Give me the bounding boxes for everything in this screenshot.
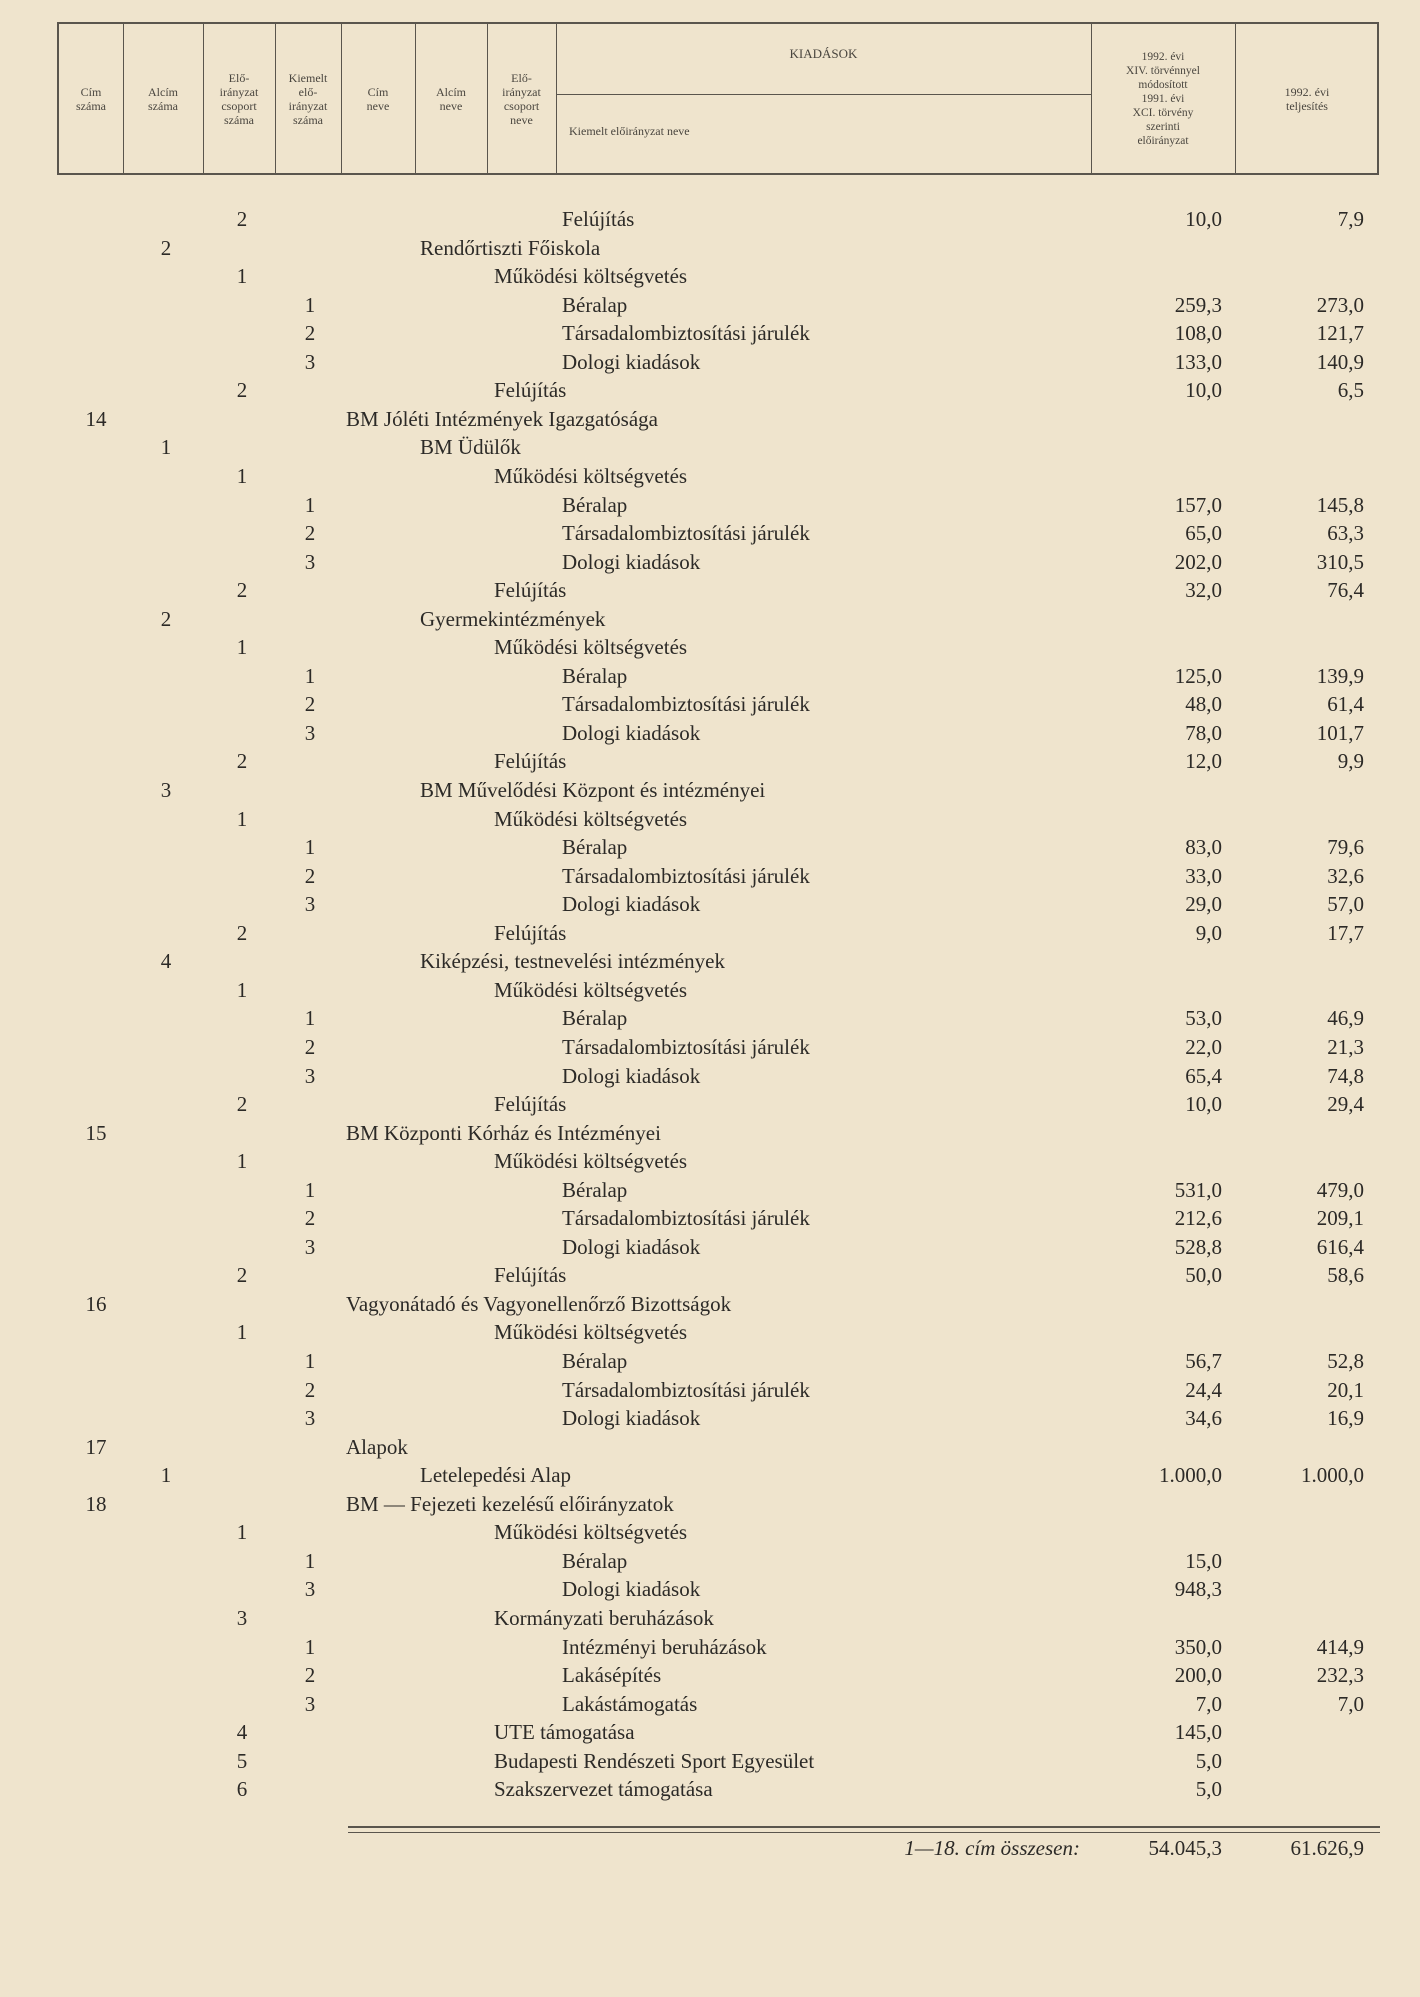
kiemelt-eloiranyzat-number: 3 <box>304 1063 316 1088</box>
kiemelt-eloiranyzat-number: 3 <box>304 1234 316 1259</box>
modositott-value: 145,0 <box>1174 1720 1222 1745</box>
table-row <box>0 1690 1420 1718</box>
item-name: Dologi kiadások <box>562 349 701 374</box>
item-name: Felújítás <box>494 749 567 774</box>
modositott-value: 1.000,0 <box>1159 1463 1222 1488</box>
eloiranyzat-csoport-number: 1 <box>236 1149 248 1174</box>
table-row <box>0 1490 1420 1518</box>
table-row <box>0 1318 1420 1346</box>
cim-number: 15 <box>85 1120 107 1145</box>
table-row <box>0 519 1420 547</box>
item-name: Felújítás <box>494 920 567 945</box>
teljesites-value: 310,5 <box>1316 549 1364 574</box>
modositott-value: 34,6 <box>1185 1406 1222 1431</box>
modositott-value: 133,0 <box>1174 349 1222 374</box>
table-row <box>0 548 1420 576</box>
modositott-value: 10,0 <box>1185 1092 1222 1117</box>
item-name: BM Üdülők <box>420 435 521 460</box>
table-row <box>0 1376 1420 1404</box>
item-name: Működési költségvetés <box>494 1520 688 1545</box>
kiemelt-eloiranyzat-number: 1 <box>304 1006 316 1031</box>
eloiranyzat-csoport-number: 1 <box>236 463 248 488</box>
item-name: Működési költségvetés <box>494 1149 688 1174</box>
table-row <box>0 1090 1420 1118</box>
alcim-number: 1 <box>160 1463 172 1488</box>
teljesites-value: 7,0 <box>1337 1691 1364 1716</box>
eloiranyzat-csoport-number: 2 <box>236 749 248 774</box>
kiemelt-eloiranyzat-number: 2 <box>304 521 316 546</box>
teljesites-value: 58,6 <box>1327 1263 1364 1288</box>
header-eloiranyzat-csoport-neve: Elő- irányzat csoport neve <box>502 70 541 127</box>
modositott-value: 202,0 <box>1174 549 1222 574</box>
kiemelt-eloiranyzat-number: 2 <box>304 863 316 888</box>
eloiranyzat-csoport-number: 6 <box>236 1777 248 1802</box>
item-name: Budapesti Rendészeti Sport Egyesület <box>494 1748 815 1773</box>
eloiranyzat-csoport-number: 1 <box>236 1520 248 1545</box>
modositott-value: 125,0 <box>1174 663 1222 688</box>
table-row <box>0 405 1420 433</box>
kiemelt-eloiranyzat-number: 1 <box>304 835 316 860</box>
modositott-value: 50,0 <box>1185 1263 1222 1288</box>
kiemelt-eloiranyzat-number: 2 <box>304 1663 316 1688</box>
teljesites-value: 479,0 <box>1316 1177 1364 1202</box>
table-header <box>57 22 1379 175</box>
kiemelt-eloiranyzat-number: 2 <box>304 321 316 346</box>
modositott-value: 78,0 <box>1185 720 1222 745</box>
eloiranyzat-csoport-number: 1 <box>236 635 248 660</box>
table-row <box>0 919 1420 947</box>
item-name: Béralap <box>562 835 628 860</box>
kiemelt-eloiranyzat-number: 1 <box>304 492 316 517</box>
item-name: Béralap <box>562 663 628 688</box>
cim-number: 17 <box>85 1434 107 1459</box>
item-name: Dologi kiadások <box>562 1577 701 1602</box>
teljesites-value: 140,9 <box>1316 349 1364 374</box>
teljesites-value: 145,8 <box>1316 492 1364 517</box>
kiemelt-eloiranyzat-number: 3 <box>304 720 316 745</box>
table-row <box>0 262 1420 290</box>
teljesites-value: 32,6 <box>1327 863 1364 888</box>
teljesites-value: 121,7 <box>1316 321 1364 346</box>
modositott-value: 7,0 <box>1195 1691 1222 1716</box>
kiemelt-eloiranyzat-number: 2 <box>304 1377 316 1402</box>
teljesites-value: 9,9 <box>1337 749 1364 774</box>
table-row <box>0 1033 1420 1061</box>
teljesites-value: 616,4 <box>1316 1234 1364 1259</box>
table-row <box>0 1290 1420 1318</box>
kiemelt-eloiranyzat-number: 3 <box>304 892 316 917</box>
modositott-value: 350,0 <box>1174 1634 1222 1659</box>
teljesites-value: 21,3 <box>1327 1034 1364 1059</box>
teljesites-value: 6,5 <box>1337 378 1364 403</box>
table-row <box>0 1261 1420 1289</box>
modositott-value: 12,0 <box>1185 749 1222 774</box>
table-row <box>0 1147 1420 1175</box>
header-alcim-neve: Alcím neve <box>436 84 466 113</box>
cim-number: 16 <box>85 1291 107 1316</box>
item-name: Felújítás <box>494 378 567 403</box>
item-name: Gyermekintézmények <box>420 606 606 631</box>
item-name: Dologi kiadások <box>562 1406 701 1431</box>
teljesites-value: 20,1 <box>1327 1377 1364 1402</box>
teljesites-value: 7,9 <box>1337 207 1364 231</box>
eloiranyzat-csoport-number: 2 <box>236 207 248 231</box>
modositott-value: 108,0 <box>1174 321 1222 346</box>
eloiranyzat-csoport-number: 4 <box>236 1720 248 1745</box>
item-name: Társadalombiztosítási járulék <box>562 521 810 546</box>
table-row <box>0 462 1420 490</box>
table-row <box>0 1176 1420 1204</box>
table-row <box>0 576 1420 604</box>
item-name: Kormányzati beruházások <box>494 1605 714 1630</box>
item-name: Működési költségvetés <box>494 977 688 1002</box>
modositott-value: 200,0 <box>1174 1663 1222 1688</box>
item-name: Béralap <box>562 1177 628 1202</box>
modositott-value: 212,6 <box>1174 1206 1222 1231</box>
teljesites-value: 57,0 <box>1327 892 1364 917</box>
teljesites-value: 139,9 <box>1316 663 1364 688</box>
modositott-value: 48,0 <box>1185 692 1222 717</box>
teljesites-value: 1.000,0 <box>1301 1463 1364 1488</box>
item-name: Lakásépítés <box>562 1663 662 1688</box>
item-name: Intézményi beruházások <box>562 1634 767 1659</box>
total-modositott: 54.045,3 <box>1148 1836 1222 1860</box>
modositott-value: 528,8 <box>1174 1234 1222 1259</box>
table-row <box>0 348 1420 376</box>
item-name: Felújítás <box>494 1263 567 1288</box>
teljesites-value: 79,6 <box>1327 835 1364 860</box>
table-row <box>0 491 1420 519</box>
item-name: Lakástámogatás <box>562 1691 698 1716</box>
header-kiemelt-eloiranyzat-neve: Kiemelt előirányzat neve <box>569 124 690 138</box>
eloiranyzat-csoport-number: 2 <box>236 1263 248 1288</box>
kiemelt-eloiranyzat-number: 2 <box>304 692 316 717</box>
table-row <box>0 747 1420 775</box>
header-cim-szama: Cím száma <box>76 84 106 113</box>
table-row <box>0 805 1420 833</box>
teljesites-value: 52,8 <box>1327 1349 1364 1373</box>
kiemelt-eloiranyzat-number: 1 <box>304 1634 316 1659</box>
kiemelt-eloiranyzat-number: 3 <box>304 549 316 574</box>
table-row <box>0 662 1420 690</box>
table-row <box>0 1575 1420 1603</box>
cim-number: 14 <box>85 406 107 431</box>
table-row <box>0 1004 1420 1032</box>
eloiranyzat-csoport-number: 1 <box>236 977 248 1002</box>
item-name: Dologi kiadások <box>562 1063 701 1088</box>
item-name: Dologi kiadások <box>562 892 701 917</box>
modositott-value: 15,0 <box>1185 1548 1222 1573</box>
item-name: Társadalombiztosítási járulék <box>562 1206 810 1231</box>
item-name: Felújítás <box>494 578 567 603</box>
table-row <box>0 690 1420 718</box>
table-row <box>0 1062 1420 1090</box>
item-name: Letelepedési Alap <box>420 1463 572 1488</box>
teljesites-value: 209,1 <box>1316 1206 1364 1231</box>
kiemelt-eloiranyzat-number: 2 <box>304 1206 316 1231</box>
table-row <box>0 1518 1420 1546</box>
item-name: Béralap <box>562 1548 628 1573</box>
item-name: Működési költségvetés <box>494 635 688 660</box>
modositott-value: 33,0 <box>1185 863 1222 888</box>
table-row <box>0 633 1420 661</box>
item-name: Vagyonátadó és Vagyonellenőrző Bizottságok <box>346 1291 732 1316</box>
modositott-value: 10,0 <box>1185 378 1222 403</box>
kiemelt-eloiranyzat-number: 1 <box>304 292 316 317</box>
table-row <box>0 1604 1420 1632</box>
alcim-number: 3 <box>160 778 172 802</box>
modositott-value: 53,0 <box>1185 1006 1222 1031</box>
item-name: Felújítás <box>494 1092 567 1117</box>
teljesites-value: 16,9 <box>1327 1406 1364 1431</box>
modositott-value: 948,3 <box>1174 1577 1222 1602</box>
table-row <box>0 776 1420 804</box>
table-row <box>0 1461 1420 1489</box>
alcim-number: 4 <box>160 949 172 974</box>
eloiranyzat-csoport-number: 2 <box>236 578 248 603</box>
table-row <box>0 319 1420 347</box>
item-name: Működési költségvetés <box>494 1320 688 1345</box>
table-row <box>0 1661 1420 1689</box>
kiemelt-eloiranyzat-number: 3 <box>304 1406 316 1431</box>
kiemelt-eloiranyzat-number: 3 <box>304 1691 316 1716</box>
table-row <box>0 890 1420 918</box>
eloiranyzat-csoport-number: 2 <box>236 378 248 403</box>
teljesites-value: 232,3 <box>1316 1663 1364 1688</box>
item-name: BM Jóléti Intézmények Igazgatósága <box>346 406 658 431</box>
item-name: Kiképzési, testnevelési intézmények <box>420 949 725 974</box>
modositott-value: 83,0 <box>1185 835 1222 860</box>
item-name: Béralap <box>562 292 628 317</box>
table-row <box>0 1233 1420 1261</box>
item-name: Társadalombiztosítási járulék <box>562 321 810 346</box>
teljesites-value: 46,9 <box>1327 1006 1364 1031</box>
modositott-value: 56,7 <box>1185 1349 1222 1373</box>
item-name: Működési költségvetés <box>494 806 688 831</box>
table-row <box>0 1547 1420 1575</box>
header-teljesites: 1992. évi teljesítés <box>1284 84 1330 113</box>
teljesites-value: 74,8 <box>1327 1063 1364 1088</box>
modositott-value: 9,0 <box>1195 920 1222 945</box>
eloiranyzat-csoport-number: 3 <box>236 1605 248 1630</box>
item-name: BM — Fejezeti kezelésű előirányzatok <box>346 1491 674 1516</box>
table-row <box>0 1204 1420 1232</box>
alcim-number: 2 <box>160 235 172 260</box>
table-row <box>0 833 1420 861</box>
modositott-value: 65,0 <box>1185 521 1222 546</box>
table-row <box>0 1775 1420 1803</box>
cim-number: 18 <box>85 1491 107 1516</box>
teljesites-value: 414,9 <box>1316 1634 1364 1659</box>
item-name: Társadalombiztosítási járulék <box>562 863 810 888</box>
table-row <box>0 1119 1420 1147</box>
item-name: Társadalombiztosítási járulék <box>562 1034 810 1059</box>
modositott-value: 5,0 <box>1195 1777 1222 1802</box>
modositott-value: 65,4 <box>1185 1063 1222 1088</box>
item-name: Dologi kiadások <box>562 1234 701 1259</box>
eloiranyzat-csoport-number: 5 <box>236 1748 248 1773</box>
modositott-value: 5,0 <box>1195 1748 1222 1773</box>
item-name: Működési költségvetés <box>494 264 688 289</box>
modositott-value: 32,0 <box>1185 578 1222 603</box>
item-name: Béralap <box>562 1349 628 1373</box>
alcim-number: 2 <box>160 606 172 631</box>
table-row <box>0 976 1420 1004</box>
header-kiemelt-eloiranyzat-szama: Kiemelt elő- irányzat száma <box>288 70 328 127</box>
item-name: UTE támogatása <box>494 1720 635 1745</box>
kiemelt-eloiranyzat-number: 2 <box>304 1034 316 1059</box>
item-name: Alapok <box>346 1434 408 1459</box>
table-row <box>0 291 1420 319</box>
item-name: Felújítás <box>562 207 635 231</box>
header-cim-neve: Cím neve <box>366 84 390 113</box>
modositott-value: 10,0 <box>1185 207 1222 231</box>
kiemelt-eloiranyzat-number: 3 <box>304 1577 316 1602</box>
header-eloiranyzat-csoport-szama: Elő- irányzat csoport száma <box>219 70 259 127</box>
table-row <box>0 1404 1420 1432</box>
item-name: BM Központi Kórház és Intézményei <box>346 1120 661 1145</box>
kiemelt-eloiranyzat-number: 1 <box>304 663 316 688</box>
modositott-value: 22,0 <box>1185 1034 1222 1059</box>
eloiranyzat-csoport-number: 1 <box>236 806 248 831</box>
item-name: Dologi kiadások <box>562 720 701 745</box>
teljesites-value: 273,0 <box>1316 292 1364 317</box>
item-name: Béralap <box>562 492 628 517</box>
teljesites-value: 61,4 <box>1327 692 1364 717</box>
item-name: Működési költségvetés <box>494 463 688 488</box>
table-row <box>0 1633 1420 1661</box>
item-name: Béralap <box>562 1006 628 1031</box>
item-name: Társadalombiztosítási járulék <box>562 1377 810 1402</box>
modositott-value: 24,4 <box>1185 1377 1222 1402</box>
table-row <box>0 1718 1420 1746</box>
teljesites-value: 29,4 <box>1327 1092 1364 1117</box>
item-name: BM Művelődési Központ és intézményei <box>420 778 766 802</box>
table-row <box>0 1433 1420 1461</box>
header-kiadasok: KIADÁSOK <box>789 46 858 61</box>
kiemelt-eloiranyzat-number: 3 <box>304 349 316 374</box>
table-row <box>0 376 1420 404</box>
modositott-value: 157,0 <box>1174 492 1222 517</box>
eloiranyzat-csoport-number: 2 <box>236 1092 248 1117</box>
eloiranyzat-csoport-number: 2 <box>236 920 248 945</box>
table-row <box>0 234 1420 262</box>
eloiranyzat-csoport-number: 1 <box>236 1320 248 1345</box>
kiemelt-eloiranyzat-number: 1 <box>304 1548 316 1573</box>
modositott-value: 531,0 <box>1174 1177 1222 1202</box>
table-row <box>0 1347 1420 1375</box>
modositott-value: 259,3 <box>1174 292 1222 317</box>
teljesites-value: 17,7 <box>1327 920 1364 945</box>
teljesites-value: 63,3 <box>1327 521 1364 546</box>
table-row <box>0 205 1420 233</box>
table-row <box>0 862 1420 890</box>
kiemelt-eloiranyzat-number: 1 <box>304 1177 316 1202</box>
eloiranyzat-csoport-number: 1 <box>236 264 248 289</box>
teljesites-value: 76,4 <box>1327 578 1364 603</box>
table-row <box>0 947 1420 975</box>
table-row <box>0 719 1420 747</box>
item-name: Rendőrtiszti Főiskola <box>420 235 601 260</box>
total-teljesites: 61.626,9 <box>1290 1836 1364 1860</box>
item-name: Szakszervezet támogatása <box>494 1777 713 1802</box>
teljesites-value: 101,7 <box>1316 720 1364 745</box>
total-label: 1—18. cím összesen: <box>904 1836 1080 1860</box>
header-alcim-szama: Alcím száma <box>148 84 178 113</box>
item-name: Társadalombiztosítási járulék <box>562 692 810 717</box>
modositott-value: 29,0 <box>1185 892 1222 917</box>
kiemelt-eloiranyzat-number: 1 <box>304 1349 316 1373</box>
item-name: Dologi kiadások <box>562 549 701 574</box>
table-row <box>0 605 1420 633</box>
header-modositott-eloiranyzat: 1992. évi XIV. törvénnyel módosított 1991. évi XCI. törvény szerinti előirányzat <box>1126 50 1200 147</box>
alcim-number: 1 <box>160 435 172 460</box>
table-row <box>0 433 1420 461</box>
table-row <box>0 1747 1420 1775</box>
